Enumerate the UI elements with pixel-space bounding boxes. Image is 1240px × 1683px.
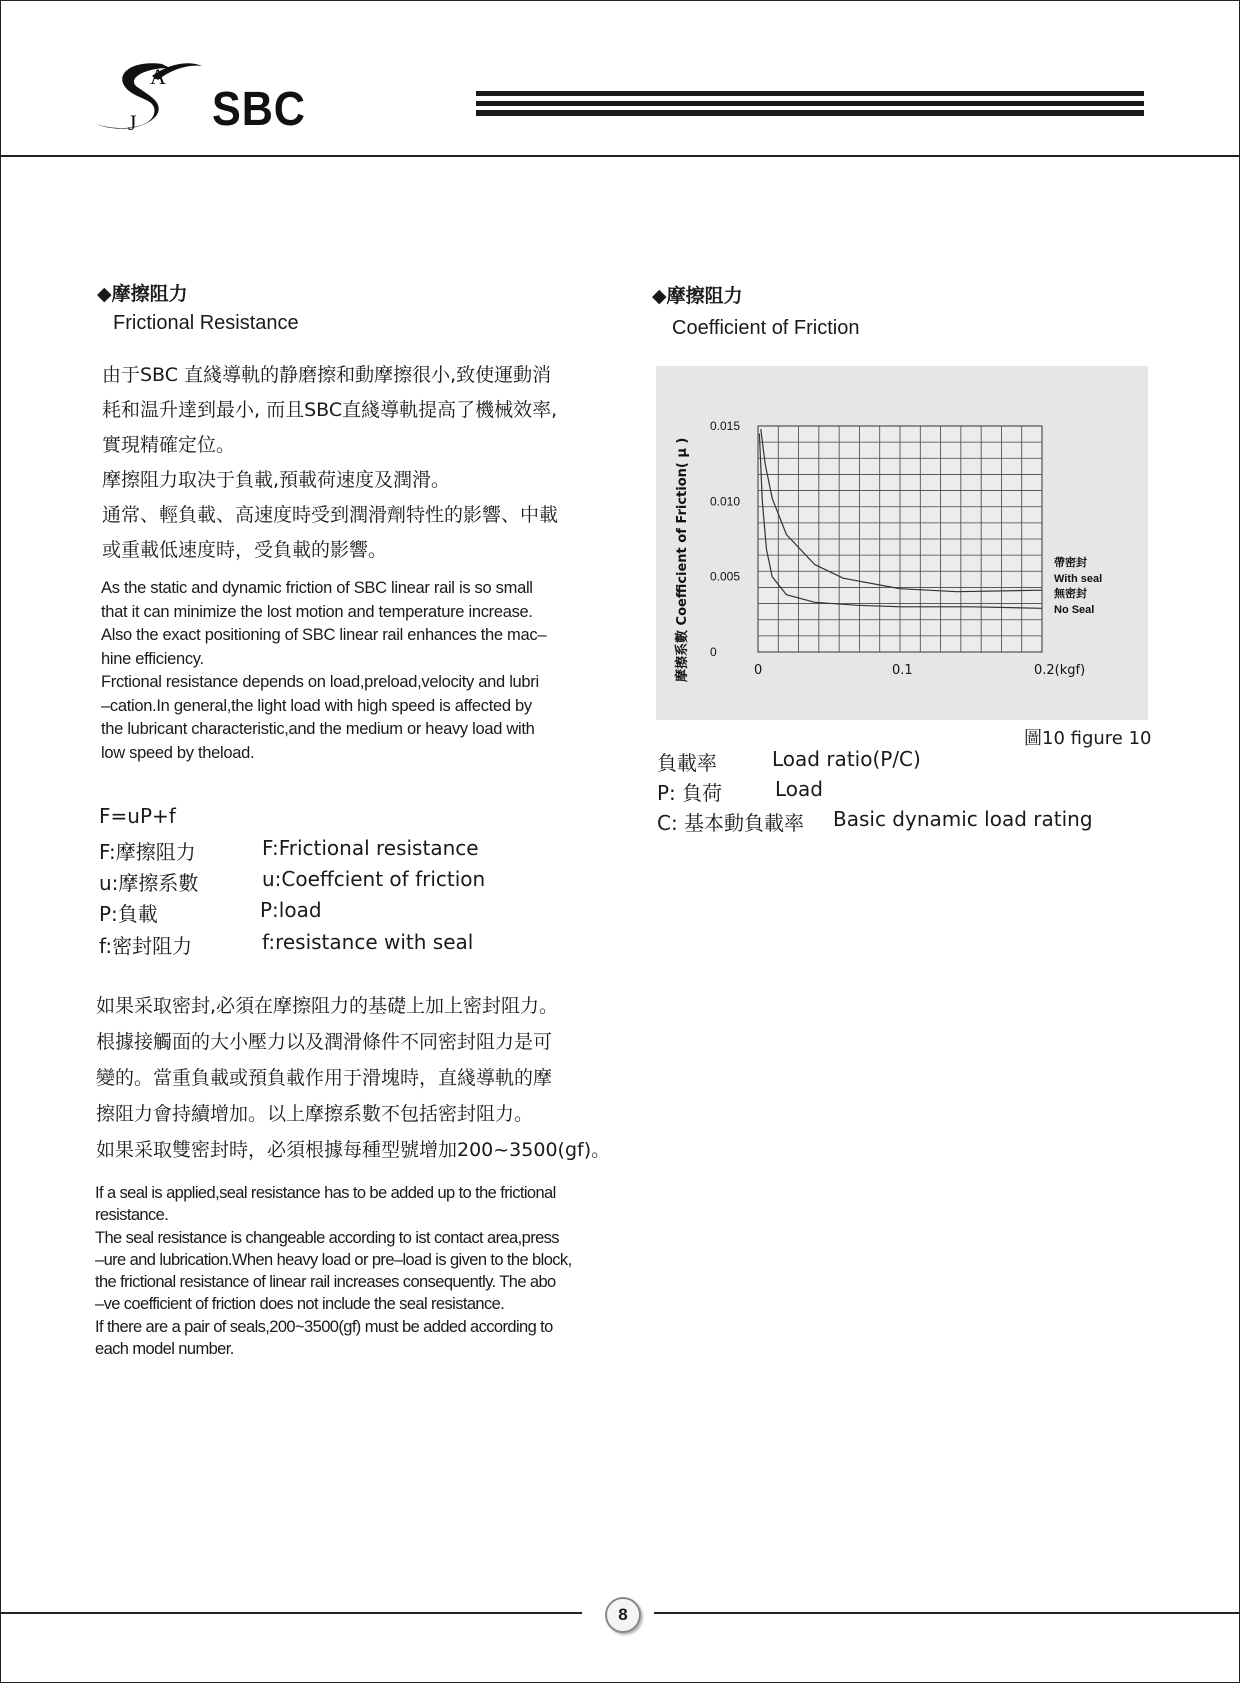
legend-row-en: Load ratio(P/C) bbox=[772, 747, 921, 771]
text-line: the frictional resistance of linear rail increases consequently. The abo bbox=[95, 1273, 556, 1292]
legend-row-cn: P: 負荷 bbox=[657, 781, 723, 805]
text-line: 實現精確定位。 bbox=[102, 434, 236, 456]
header-stripe bbox=[476, 110, 1144, 116]
text-line: each model number. bbox=[95, 1340, 234, 1359]
x-tick-label: 0 bbox=[754, 663, 763, 678]
y-tick-label: 0.005 bbox=[710, 569, 741, 584]
text-line: Frctional resistance depends on load,preload,velocity and lubri bbox=[101, 673, 539, 691]
legend-cn-with-seal: 帶密封 bbox=[1054, 557, 1087, 569]
figure-caption: 圖10 figure 10 bbox=[1024, 728, 1152, 749]
text-line: resistance. bbox=[95, 1206, 169, 1225]
definition-en: P:load bbox=[260, 898, 322, 922]
text-line: 根據接觸面的大小壓力以及潤滑條件不同密封阻力是可 bbox=[96, 1031, 553, 1053]
text-line: the lubricant characteristic,and the medium or heavy load with bbox=[101, 720, 535, 738]
header-stripe bbox=[476, 91, 1144, 96]
logo-letter-a: A bbox=[150, 64, 166, 89]
x-tick-label: 0.1 bbox=[892, 663, 913, 678]
text-line: 或重載低速度時，受負載的影響。 bbox=[102, 539, 388, 561]
y-tick-label: 0 bbox=[710, 645, 717, 659]
text-line: hine efficiency. bbox=[101, 649, 204, 668]
y-tick-label: 0.015 bbox=[710, 419, 741, 433]
text-line: 擦阻力會持續增加。以上摩擦系數不包括密封阻力。 bbox=[96, 1103, 534, 1125]
definition-cn: f:密封阻力 bbox=[99, 934, 193, 958]
definition-en: f:resistance with seal bbox=[262, 930, 474, 954]
legend-row-en: Basic dynamic load rating bbox=[833, 807, 1093, 831]
definition-cn: F:摩擦阻力 bbox=[99, 840, 196, 864]
section-title-cn: ◆摩擦阻力 bbox=[97, 283, 188, 305]
friction-chart bbox=[656, 366, 1148, 720]
legend-en-with-seal: With seal bbox=[1054, 573, 1103, 585]
section-title-en: Frictional Resistance bbox=[113, 312, 299, 334]
seal-paragraph-cn bbox=[96, 988, 656, 1168]
text-line: If a seal is applied,seal resistance has to be added up to the frictional bbox=[95, 1184, 556, 1202]
brand-name: SBC bbox=[212, 83, 306, 136]
intro-paragraph-en bbox=[101, 577, 601, 765]
footer-rule-left bbox=[0, 1612, 582, 1614]
text-line: 通常、輕負載、高速度時受到潤滑劑特性的影響、中載 bbox=[102, 504, 559, 526]
text-line: 如果采取密封,必須在摩擦阻力的基礎上加上密封阻力。 bbox=[96, 995, 559, 1017]
text-line: As the static and dynamic friction of SBC linear rail is so small bbox=[101, 579, 533, 597]
footer-rule-right bbox=[654, 1612, 1240, 1614]
legend-en-no-seal: No Seal bbox=[1054, 604, 1095, 616]
friction-formula: F=uP+f bbox=[99, 804, 176, 828]
text-line: 摩擦阻力取决于負載,預載荷速度及潤滑。 bbox=[102, 469, 451, 491]
text-line: –cation.In general,the light load with high speed is affected by bbox=[101, 696, 532, 715]
legend-row-cn: 負載率 bbox=[657, 751, 717, 775]
y-axis-label: 摩擦系數 Coefficient of Friction( μ ) bbox=[675, 437, 690, 682]
text-line: –ure and lubrication.When heavy load or pre–load is given to the block, bbox=[95, 1250, 572, 1269]
friction-chart-svg bbox=[656, 366, 1148, 720]
text-line: 變的。當重負載或預負載作用于滑塊時，直綫導軌的摩 bbox=[96, 1067, 553, 1089]
intro-paragraph-cn bbox=[102, 358, 622, 568]
logo-letter-j: J bbox=[128, 110, 137, 135]
definition-en: u:Coeffcient of friction bbox=[262, 867, 486, 891]
legend-row-en: Load bbox=[775, 777, 823, 801]
text-line: that it can minimize the lost motion and temperature increase. bbox=[101, 602, 533, 621]
legend-cn-no-seal: 無密封 bbox=[1054, 588, 1087, 600]
text-line: If there are a pair of seals,200~3500(gf) must be added according to bbox=[95, 1317, 553, 1336]
text-line: Also the exact positioning of SBC linear rail enhances the mac– bbox=[101, 626, 547, 644]
seal-paragraph-en bbox=[95, 1182, 655, 1360]
sja-logo-icon bbox=[92, 58, 202, 138]
header-stripe bbox=[476, 101, 1144, 106]
legend-row-cn: C: 基本動負載率 bbox=[657, 811, 805, 835]
x-tick-label: 0.2(kgf) bbox=[1034, 663, 1086, 678]
text-line: The seal resistance is changeable according to ist contact area,press bbox=[95, 1228, 559, 1247]
text-line: –ve coefficient of friction does not include the seal resistance. bbox=[95, 1295, 505, 1314]
text-line: 由于SBC 直綫導軌的静磨擦和動摩擦很小,致使運動消 bbox=[102, 364, 552, 386]
chart-section-title-cn: ◆摩擦阻力 bbox=[652, 285, 743, 307]
definition-cn: P:負載 bbox=[99, 902, 158, 926]
text-line: 耗和温升達到最小, 而且SBC直綫導軌提高了機械效率, bbox=[102, 399, 558, 421]
definition-cn: u:摩擦系數 bbox=[99, 871, 199, 895]
header-divider bbox=[0, 155, 1240, 157]
page-number: 8 bbox=[605, 1597, 641, 1633]
chart-section-title-en: Coefficient of Friction bbox=[672, 317, 860, 339]
text-line: 如果采取雙密封時，必須根據每種型號增加200~3500(gf)。 bbox=[96, 1139, 611, 1161]
definition-en: F:Frictional resistance bbox=[262, 836, 479, 860]
text-line: low speed by theload. bbox=[101, 743, 255, 762]
y-tick-label: 0.010 bbox=[710, 494, 741, 509]
